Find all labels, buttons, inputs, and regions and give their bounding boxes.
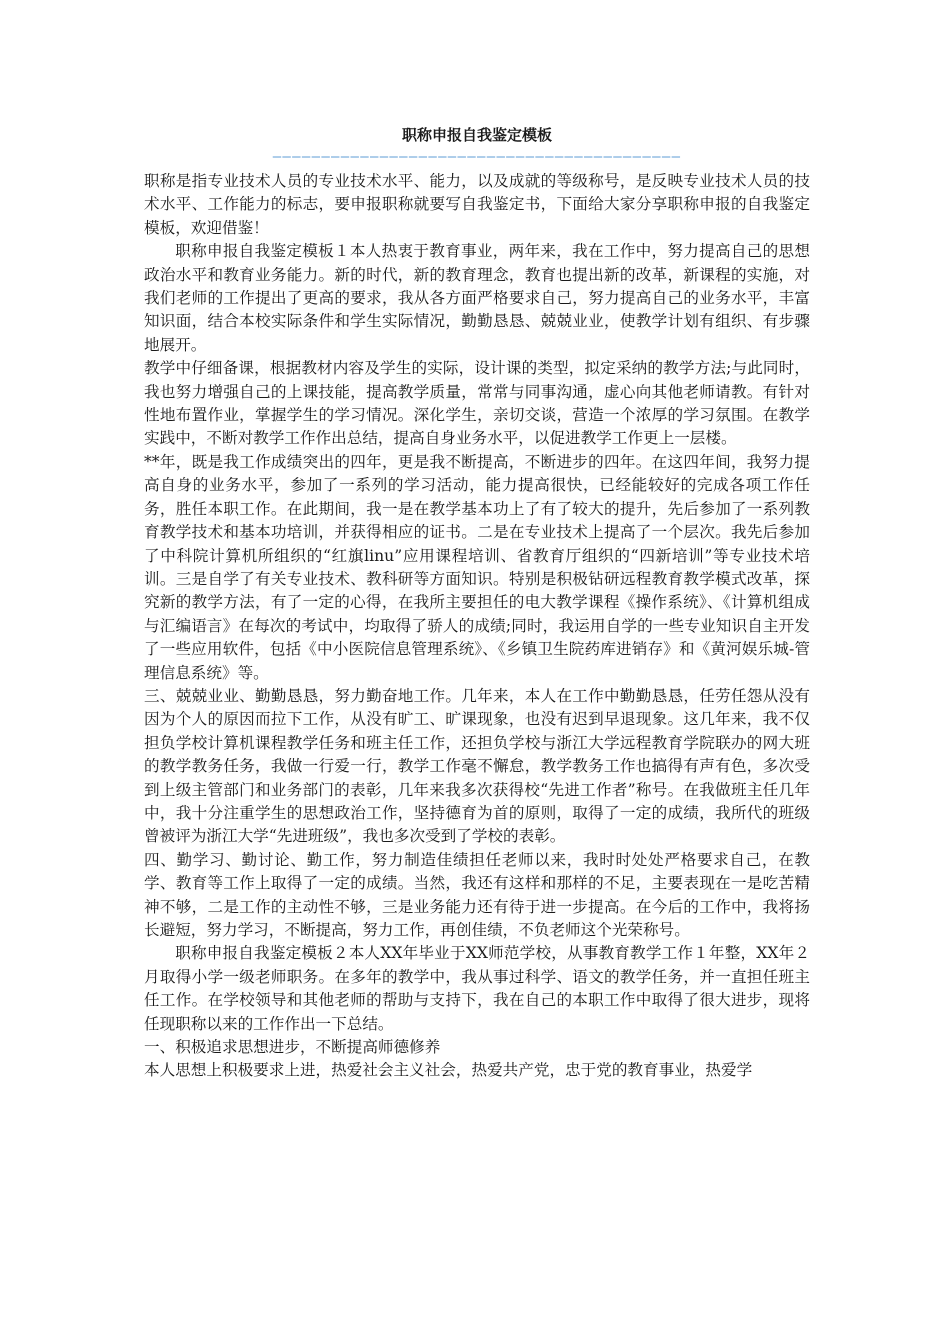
- paragraph: 三、兢兢业业、勤勤恳恳，努力勤奋地工作。几年来，本人在工作中勤勤恳恳，任劳任怨从没有因为个人的原因而拉下工作，从没有旷工、旷课现象，也没有迟到早退现象。这几年来，我不仅担负学校计算机课程教学任务和班主任工作，还担负学校与浙江大学远程教育学院联办的网大班的教学教务任务，我做一行爱一行，教学工作毫不懈怠，教学教务工作也搞得有声有色，多次受到上级主管部门和业务部门的表彰，几年来我多次获得校“先进工作者”称号。在我做班主任几年中，我十分注重学生的思想政治工作，坚持德育为首的原则，取得了一定的成绩，我所代的班级曾被评为浙江大学“先进班级”，我也多次受到了学校的表彰。: [144, 686, 810, 846]
- paragraph: 一、积极追求思想进步，不断提高师德修养: [144, 1038, 441, 1057]
- document-body: [144, 170, 810, 1083]
- paragraph: 四、勤学习、勤讨论、勤工作，努力制造佳绩担任老师以来，我时时处处严格要求自己，在教学、教育等工作上取得了一定的成绩。当然，我还有这样和那样的不足，主要表现在一是吃苦精神不够，二是工作的主动性不够，三是业务能力还有待于进一步提高。在今后的工作中，我将扬长避短，努力学习，不断提高，努力工作，再创佳绩，不负老师这个光荣称号。: [144, 850, 810, 939]
- paragraph: 教学中仔细备课，根据教材内容及学生的实际，设计课的类型，拟定采纳的教学方法;与此同时，我也努力增强自己的上课技能，提高教学质量，常常与同事沟通，虚心向其他老师请教。有针对性地布置作业，掌握学生的学习情况。深化学生，亲切交谈，营造一个浓厚的学习氛围。在教学实践中，不断对教学工作作出总结，提高自身业务水平，以促进教学工作更上一层楼。: [144, 359, 810, 448]
- paragraph: 本人思想上积极要求上进，热爱社会主义社会，热爱共产党，忠于党的教育事业，热爱学: [144, 1061, 753, 1080]
- title-divider: ——————————————————————————————————————————: [272, 149, 682, 165]
- paragraph: 职称申报自我鉴定模板２本人XX年毕业于XX师范学校，从事教育教学工作１年整，XX年２月取得小学一级老师职务。在多年的教学中，我从事过科学、语文的教学任务，并一直担任班主任工作。在学校领导和其他老师的帮助与支持下，我在自己的本职工作中取得了很大进步，现将任现职称以来的工作作出一下总结。: [144, 944, 810, 1033]
- paragraph: **年，既是我工作成绩突出的四年，更是我不断提高，不断进步的四年。在这四年间，我努力提高自身的业务水平，参加了一系列的学习活动，能力提高很快，已经能较好的完成各项工作任务，胜任本职工作。在此期间，我一是在教学基本功上了有了较大的提升，先后参加了一系列教育教学技术和基本功培训，并获得相应的证书。二是在专业技术上提高了一个层次。我先后参加了中科院计算机所组织的“红旗linu”应用课程培训、省教育厅组织的“四新培训”等专业技术培训。三是自学了有关专业技术、教科研等方面知识。特别是积极钻研远程教育教学模式改革，探究新的教学方法，有了一定的心得，在我所主要担任的电大教学课程《操作系统》、《计算机组成与汇编语言》在每次的考试中，均取得了骄人的成绩;同时，我运用自学的一些专业知识自主开发了一些应用软件，包括《中小医院信息管理系统》、《乡镇卫生院药库进销存》和《黄河娱乐城-管理信息系统》等。: [144, 452, 810, 682]
- paragraph: 职称申报自我鉴定模板１本人热衷于教育事业，两年来，我在工作中，努力提高自己的思想政治水平和教育业务能力。新的时代，新的教育理念，教育也提出新的改革，新课程的实施，对我们老师的工作提出了更高的要求，我从各方面严格要求自己，努力提高自己的业务水平，丰富知识面，结合本校实际条件和学生实际情况，勤勤恳恳、兢兢业业，使教学计划有组织、有步骤地展开。: [144, 242, 810, 354]
- document-page: [144, 124, 810, 1083]
- paragraph: 职称是指专业技术人员的专业技术水平、能力，以及成就的等级称号，是反映专业技术人员的技术水平、工作能力的标志，要申报职称就要写自我鉴定书，下面给大家分享职称申报的自我鉴定模板，欢迎借鉴！: [144, 172, 810, 237]
- document-title: 职称申报自我鉴定模板: [401, 126, 552, 144]
